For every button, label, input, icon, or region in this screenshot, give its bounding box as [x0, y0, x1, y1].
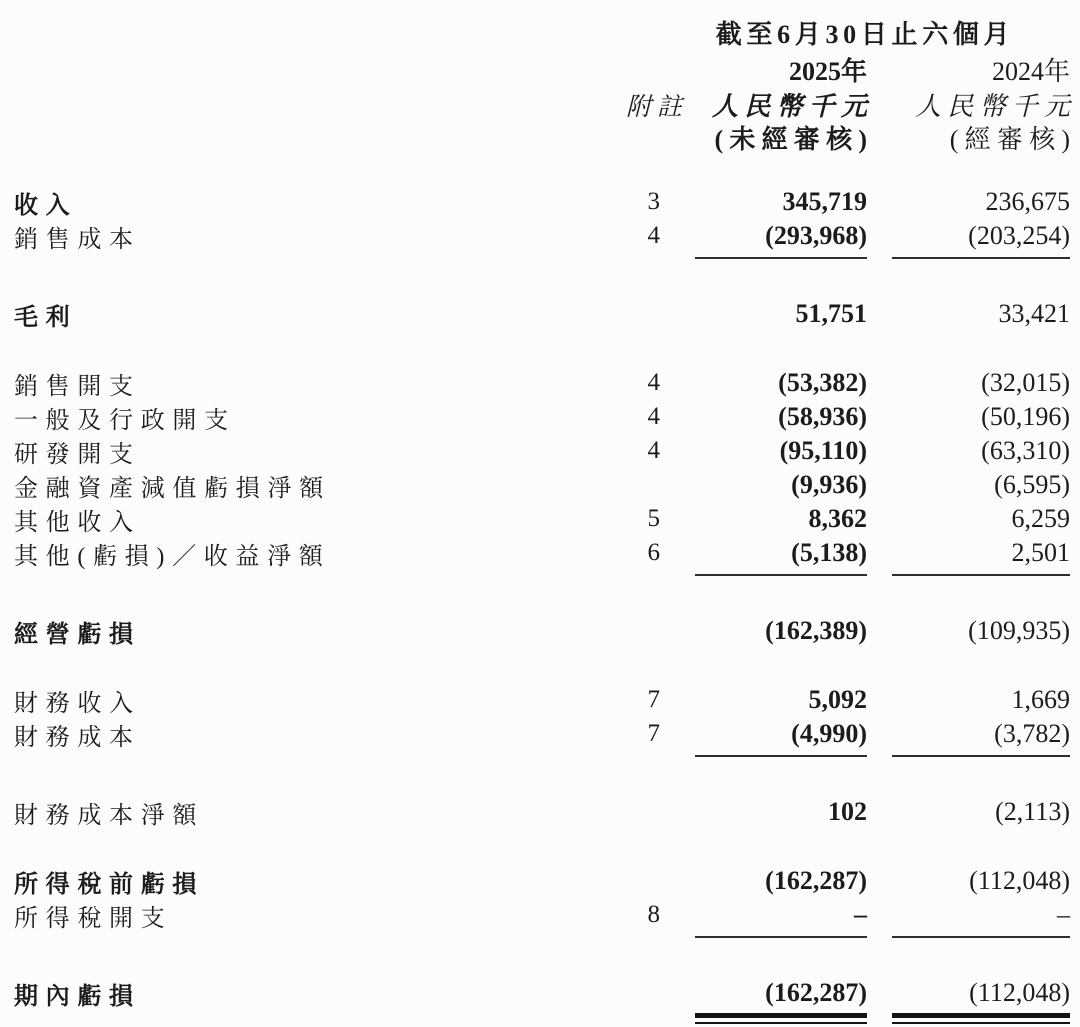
note-column-header-label: 附註 [625, 93, 688, 121]
row-note: 6 [647, 539, 660, 566]
value-2024: (2,113) [995, 797, 1070, 826]
value-2025: 8,362 [808, 504, 867, 533]
period-title: 截至6月30日止六個月 [715, 19, 1015, 49]
unit-2024-label: 人民幣千元 [915, 92, 1077, 121]
row-label: 財務成本淨額 [14, 802, 205, 829]
row-label: 其他(虧損)／收益淨額 [14, 543, 331, 570]
rule-2024 [892, 257, 1070, 259]
rule-2024 [892, 755, 1070, 757]
value-2025: (95,110) [779, 436, 867, 465]
row-label: 研發開支 [14, 441, 141, 468]
statement-row [14, 683, 1070, 717]
row-note: 7 [647, 720, 660, 747]
value-2025: (53,382) [778, 368, 867, 397]
value-2025: (9,936) [791, 470, 867, 499]
rule-2025 [695, 755, 867, 757]
value-2025: (162,287) [765, 866, 867, 895]
statement-row [14, 536, 1070, 570]
row-label: 其他收入 [14, 509, 141, 536]
value-2025: 102 [828, 797, 867, 826]
statement-row [14, 614, 1070, 648]
value-2025: (162,287) [765, 978, 867, 1007]
value-2025: 51,751 [795, 299, 867, 328]
table-header [14, 14, 1077, 154]
statement-row [14, 717, 1070, 751]
value-2025: (5,138) [791, 538, 867, 567]
rule-2025 [695, 257, 867, 259]
audit-2025-label: (未經審核) [714, 125, 874, 154]
year-2025: 2025年 [788, 56, 867, 86]
statement-row [14, 976, 1070, 1010]
year-header-row [14, 50, 1070, 88]
value-2024: (50,196) [981, 402, 1070, 431]
value-2024: (32,015) [981, 368, 1070, 397]
rule-2024 [892, 574, 1070, 576]
subtotal-rule [14, 574, 1070, 581]
row-label: 一般及行政開支 [14, 407, 236, 434]
value-2024: (6,595) [994, 470, 1070, 499]
value-2025: – [854, 900, 867, 929]
statement-row [14, 219, 1070, 253]
subtotal-rule [14, 257, 1070, 264]
unit-header-row [14, 88, 1077, 121]
value-2024: (203,254) [968, 221, 1070, 250]
audit-2025 [695, 119, 874, 156]
value-2025: (4,990) [791, 719, 867, 748]
audit-header-row [14, 121, 1077, 154]
value-2024: (109,935) [968, 616, 1070, 645]
row-note: 4 [647, 369, 660, 396]
row-label: 銷售成本 [14, 226, 141, 253]
total-rule [14, 1013, 1070, 1027]
value-2025: (293,968) [765, 221, 867, 250]
audit-2024-label: (經審核) [949, 125, 1077, 154]
value-2025: 5,092 [808, 685, 867, 714]
row-note: 5 [647, 505, 660, 532]
unit-2025 [695, 86, 874, 123]
rule-2025 [695, 936, 867, 938]
value-2024: 236,675 [985, 187, 1070, 216]
row-label: 期內虧損 [14, 983, 141, 1010]
row-note: 4 [647, 222, 660, 249]
value-2024: – [1057, 900, 1070, 929]
value-2024: 33,421 [998, 299, 1070, 328]
statement-row [14, 864, 1070, 898]
rule-2024 [892, 1013, 1070, 1024]
subtotal-rule [14, 936, 1070, 943]
unit-2025-label: 人民幣千元 [712, 92, 874, 121]
unit-2024 [892, 86, 1077, 123]
row-note: 3 [647, 188, 660, 215]
value-2024: 1,669 [1011, 685, 1070, 714]
period-header-row [14, 14, 1070, 50]
row-note: 4 [647, 437, 660, 464]
statement-row [14, 297, 1070, 331]
value-2025: (162,389) [765, 616, 867, 645]
audit-2024 [892, 119, 1077, 156]
value-2024: (112,048) [969, 978, 1070, 1007]
statement-row [14, 366, 1070, 400]
statement-row [14, 434, 1070, 468]
statement-row [14, 468, 1070, 502]
row-label: 所得稅開支 [14, 905, 173, 932]
value-2024: (3,782) [994, 719, 1070, 748]
note-column-header [602, 87, 688, 123]
value-2024: 2,501 [1011, 538, 1070, 567]
row-label: 經營虧損 [14, 621, 141, 648]
row-label: 收入 [14, 192, 78, 219]
value-2024: (63,310) [981, 436, 1070, 465]
row-note: 8 [647, 901, 660, 928]
value-2024: 6,259 [1011, 504, 1070, 533]
value-2025: 345,719 [782, 187, 867, 216]
row-label: 財務收入 [14, 690, 141, 717]
rule-2025 [695, 574, 867, 576]
rule-2024 [892, 936, 1070, 938]
year-2024: 2024年 [991, 56, 1070, 86]
subtotal-rule [14, 755, 1070, 762]
value-2025: (58,936) [778, 402, 867, 431]
row-label: 銷售開支 [14, 373, 141, 400]
statement-body [14, 185, 1070, 1027]
statement-row [14, 795, 1070, 829]
row-label: 財務成本 [14, 724, 141, 751]
row-label: 金融資產減值虧損淨額 [14, 475, 331, 502]
row-note: 4 [647, 403, 660, 430]
row-label: 所得稅前虧損 [14, 871, 205, 898]
row-note: 7 [647, 686, 660, 713]
statement-row [14, 502, 1070, 536]
statement-row [14, 898, 1070, 932]
row-label: 毛利 [14, 304, 78, 331]
rule-2025 [695, 1013, 867, 1024]
value-2024: (112,048) [969, 866, 1070, 895]
statement-row [14, 400, 1070, 434]
statement-row [14, 185, 1070, 219]
